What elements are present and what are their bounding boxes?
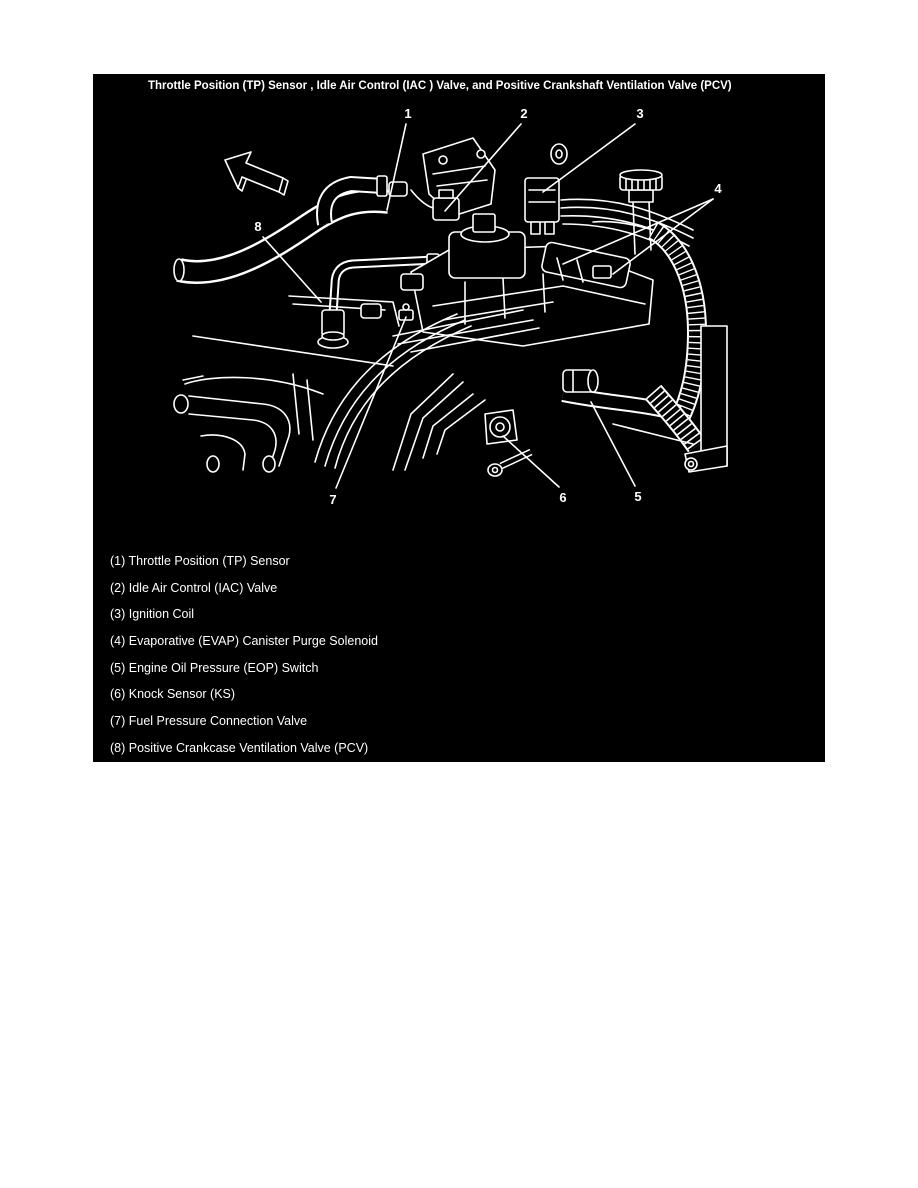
callout-2-label: 2 (520, 106, 528, 121)
callout-4-leader-a (563, 199, 713, 264)
callout-3-label: 3 (636, 106, 644, 121)
legend-item-7: (7) Fuel Pressure Connection Valve (110, 714, 308, 729)
diagram-legend (110, 548, 378, 762)
diagram-panel (93, 74, 825, 762)
arrow-up-left-icon (225, 152, 288, 195)
engine-block-lines (393, 374, 693, 470)
callout-1-label: 1 (404, 106, 412, 121)
callout-5-leader (591, 402, 635, 486)
knock-sensor (485, 410, 531, 476)
legend-item-1: (1) Throttle Position (TP) Sensor (110, 554, 290, 568)
legend-item-8: (8) Positive Crankcase Ventilation Valve (PCV) (110, 740, 369, 755)
callout-7-label: 7 (329, 492, 337, 507)
legend-item-4: (4) Evaporative (EVAP) Canister Purge Solenoid (110, 634, 378, 649)
diagram-title: Throttle Position (TP) Sensor , Idle Air Control (IAC ) Valve, and Positive Crankshaft Ventilation Valve (PCV) (148, 80, 732, 92)
pcv-valve (318, 310, 348, 348)
legend-item-6: (6) Knock Sensor (KS) (110, 687, 236, 702)
callout-1-leader (387, 124, 406, 210)
callout-6-label: 6 (559, 490, 567, 505)
callout-8-label: 8 (254, 219, 262, 234)
eop-switch (563, 370, 598, 392)
legend-item-3: (3) Ignition Coil (110, 607, 195, 622)
intake-runners (174, 336, 393, 472)
legend-item-5: (5) Engine Oil Pressure (EOP) Switch (110, 660, 319, 675)
callout-4-label: 4 (714, 181, 722, 196)
legend-item-2: (2) Idle Air Control (IAC) Valve (110, 580, 278, 595)
callout-5-label: 5 (634, 489, 642, 504)
engine-illustration (93, 74, 825, 544)
